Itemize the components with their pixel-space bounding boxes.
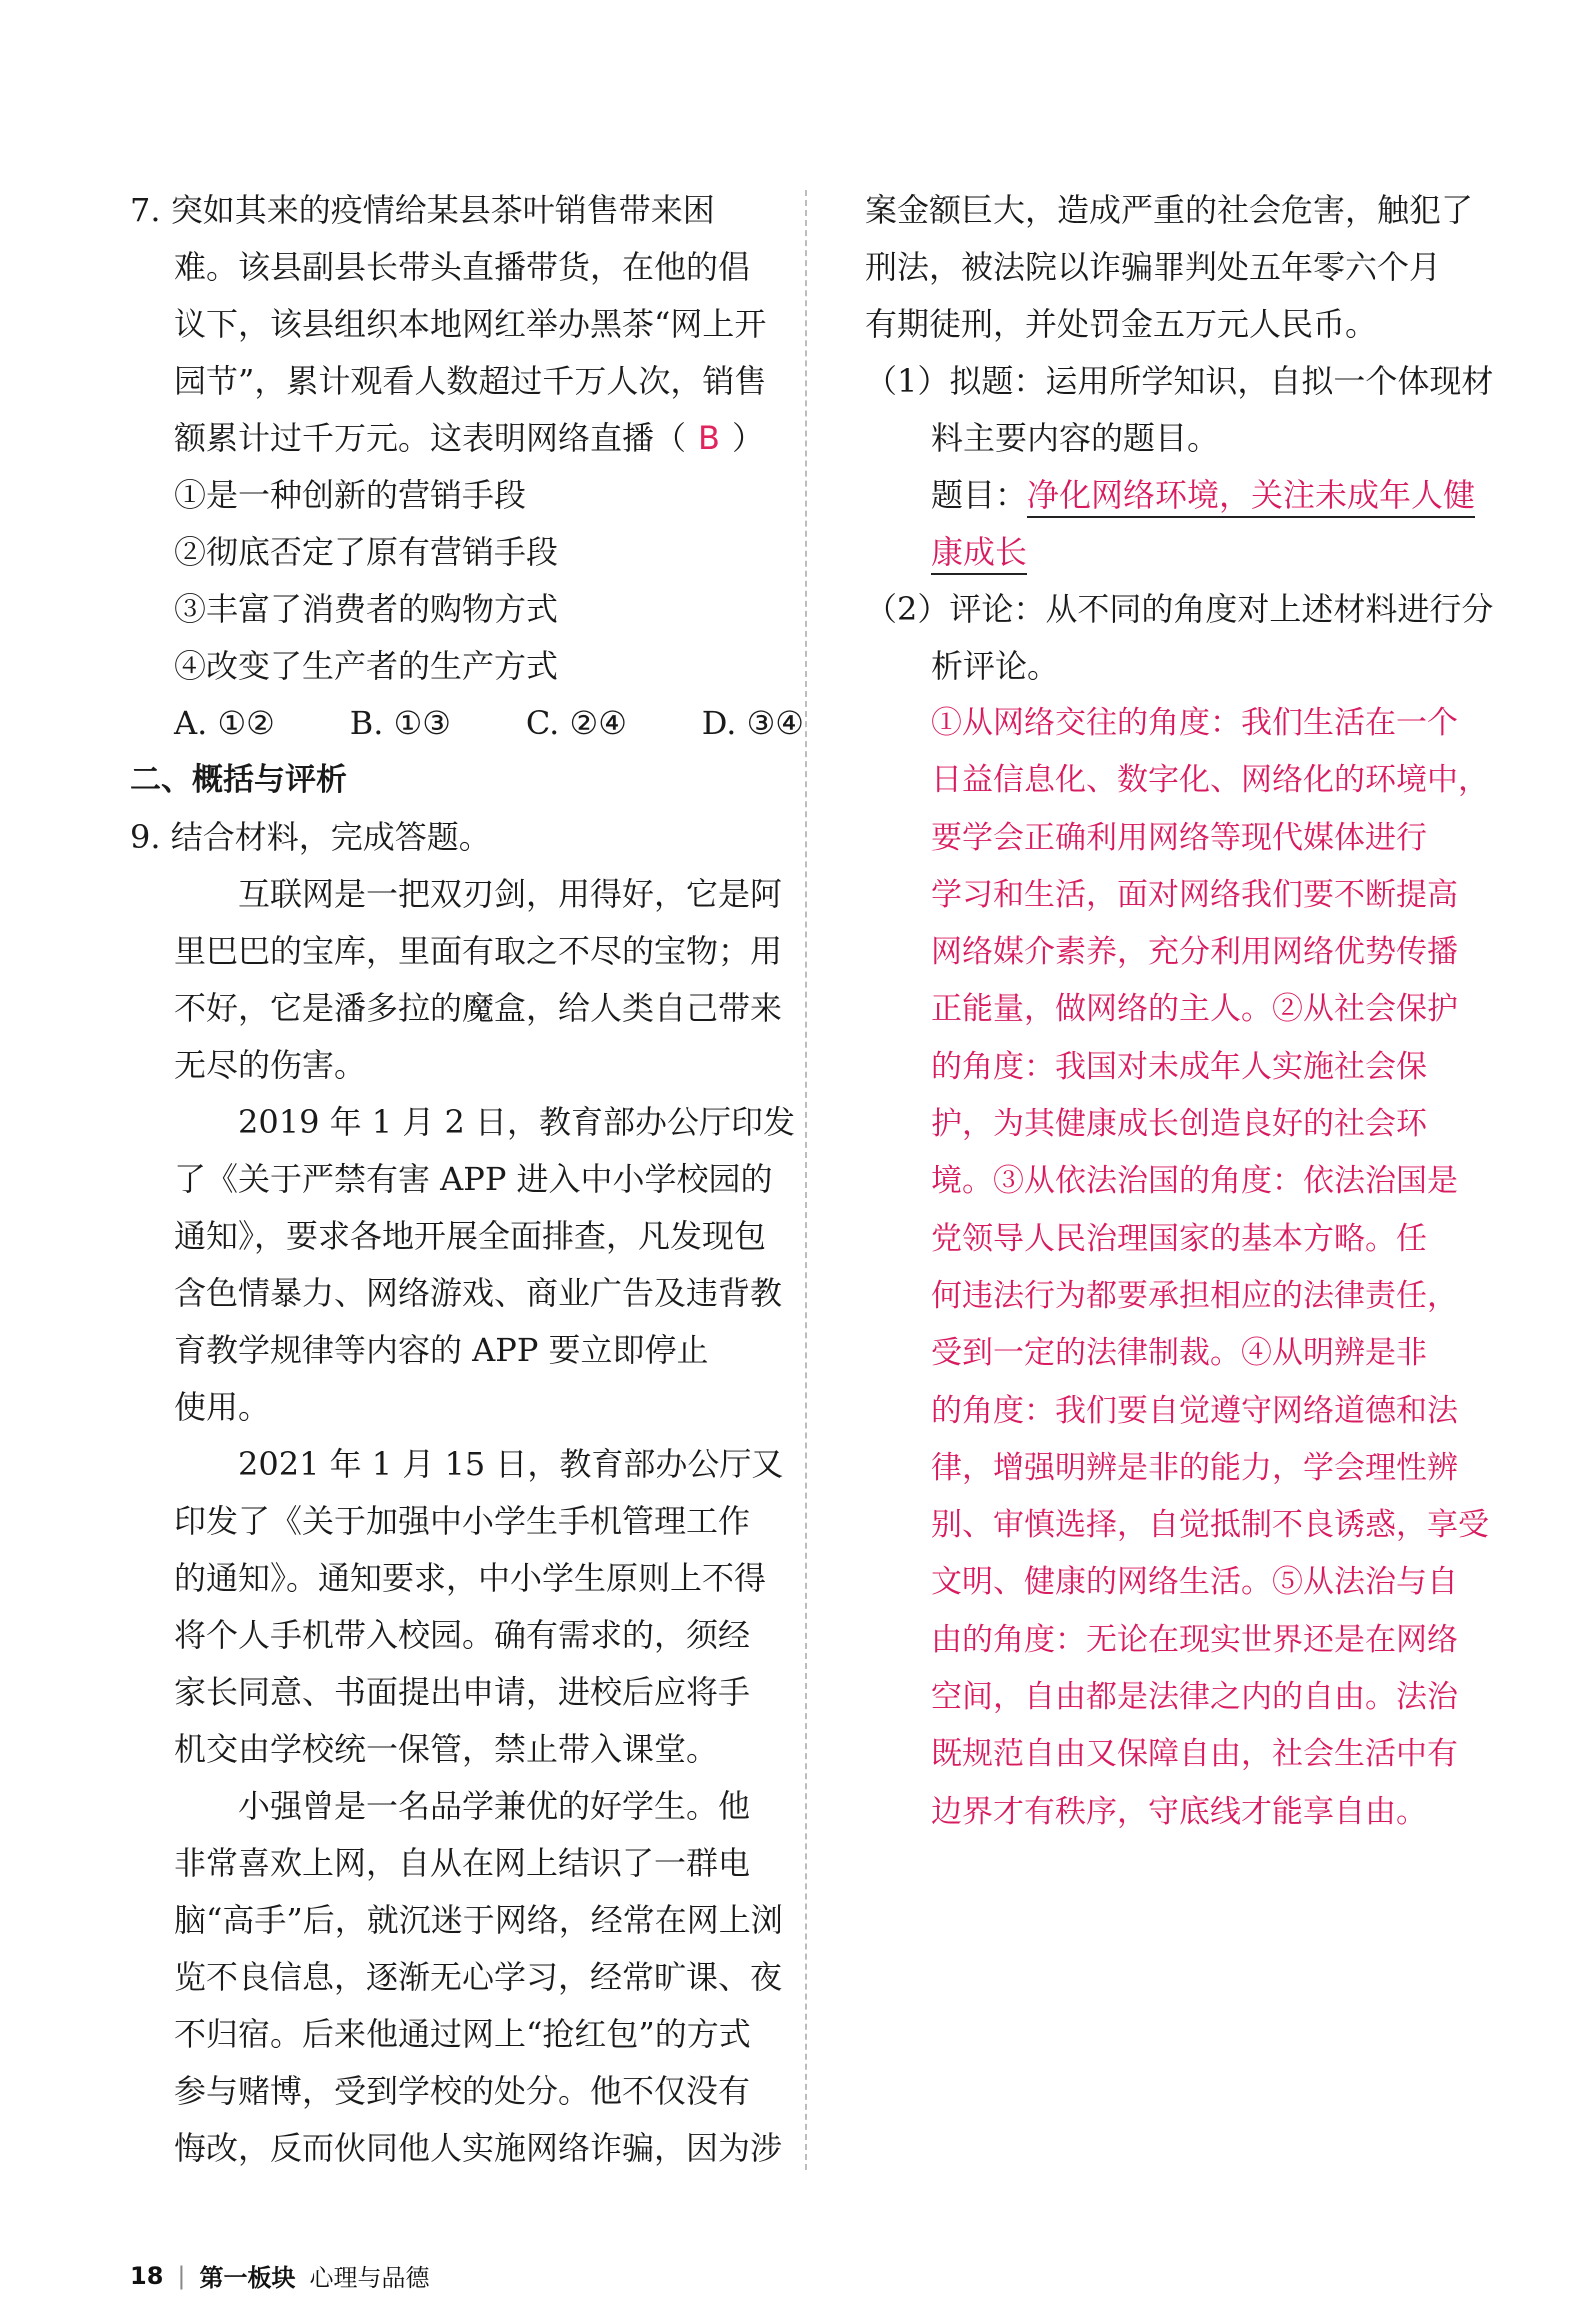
q7-line: 难。该县副县长带头直播带货，在他的倡 — [174, 248, 751, 286]
material-line: 里巴巴的宝库，里面有取之不尽的宝物；用 — [174, 932, 783, 970]
q7-stem-text: 额累计过千万元。这表明网络直播（ — [174, 419, 687, 457]
answer-line: 律，增强明辨是非的能力，学会理性辨 — [931, 1449, 1458, 1486]
material-line: 案金额巨大，造成严重的社会危害，触犯了 — [865, 191, 1474, 229]
title-answer-line — [865, 467, 1480, 524]
material-line: 含色情暴力、网络游戏、商业广告及违背教 — [174, 1274, 783, 1312]
sub-question-2: （2）评论：从不同的角度对上述材料进行分 — [865, 590, 1494, 628]
material-line: 将个人手机带入校园。确有需求的，须经 — [174, 1616, 751, 1654]
material-line: 刑法，被法院以诈骗罪判处五年零六个月 — [865, 248, 1442, 286]
answer-line: 的角度：我国对未成年人实施社会保 — [931, 1048, 1427, 1085]
answer-line: 受到一定的法律制裁。④从明辨是非 — [931, 1335, 1427, 1372]
material-line: 览不良信息，逐渐无心学习，经常旷课、夜 — [174, 1958, 783, 1996]
column-divider — [805, 190, 807, 2170]
q7-option: ④改变了生产者的生产方式 — [174, 647, 559, 685]
page-number: 18 — [130, 2261, 164, 2290]
q7-choices — [130, 695, 804, 752]
q7-line: 7. 突如其来的疫情给某县茶叶销售带来困 — [130, 191, 715, 229]
material-line: 小强曾是一名品学兼优的好学生。他 — [238, 1787, 751, 1825]
answer-line: 别、审慎选择，自觉抵制不良诱惑，享受 — [931, 1507, 1489, 1544]
q7-line: 议下，该县组织本地网红举办黑茶“网上开 — [174, 305, 767, 343]
choice-c: C. ②④ — [525, 704, 627, 742]
sub-question-1: （1）拟题：运用所学知识，自拟一个体现材 — [865, 362, 1494, 400]
answer-line: 护，为其健康成长创造良好的社会环 — [931, 1106, 1427, 1143]
answer-line: 学习和生活，面对网络我们要不断提高 — [931, 876, 1458, 913]
answer-line: 党领导人民治理国家的基本方略。任 — [931, 1220, 1427, 1257]
answer-line: 空间，自由都是法律之内的自由。法治 — [931, 1679, 1458, 1716]
title-label: 题目： — [931, 476, 1028, 514]
answer-line: 既规范自由又保障自由，社会生活中有 — [931, 1736, 1458, 1773]
left-column — [130, 182, 804, 2177]
material-line: 的通知》。通知要求，中小学生原则上不得 — [174, 1559, 767, 1597]
sub-question-1-cont: 料主要内容的题目。 — [931, 419, 1220, 457]
material-line: 非常喜欢上网，自从在网上结识了一群电 — [174, 1844, 751, 1882]
answer-line: 何违法行为都要承担相应的法律责任， — [931, 1277, 1458, 1314]
q7-line: 园节”，累计观看人数超过千万人次，销售 — [174, 362, 767, 400]
choice-b: B. ①③ — [349, 704, 451, 742]
q9-intro: 9. 结合材料，完成答题。 — [130, 818, 491, 856]
answer-line: 网络媒介素养，充分利用网络优势传播 — [931, 934, 1458, 971]
material-line: 不好，它是潘多拉的魔盒，给人类自己带来 — [174, 989, 783, 1027]
q7-option: ①是一种创新的营销手段 — [174, 476, 527, 514]
answer-line: ①从网络交往的角度：我们生活在一个 — [931, 705, 1458, 741]
answer-line: 要学会正确利用网络等现代媒体进行 — [931, 819, 1427, 856]
q7-option: ③丰富了消费者的购物方式 — [174, 590, 559, 628]
material-line: 了《关于严禁有害 APP 进入中小学校园的 — [174, 1160, 773, 1198]
q7-stem-end — [130, 410, 780, 467]
footer-block: 第一板块 — [199, 2264, 296, 2292]
right-column — [865, 182, 1494, 1841]
material-line: 悔改，反而伙同他人实施网络诈骗，因为涉 — [174, 2129, 783, 2167]
title-answer: 净化网络环境，关注未成年人健 — [1027, 476, 1475, 518]
answer-line: 由的角度：无论在现实世界还是在网络 — [931, 1621, 1458, 1658]
choice-a: A. ①② — [174, 704, 275, 742]
material-line: 家长同意、书面提出申请，进校后应将手 — [174, 1673, 751, 1711]
answer-line: 的角度：我们要自觉遵守网络道德和法 — [931, 1392, 1458, 1429]
material-line: 不归宿。后来他通过网上“抢红包”的方式 — [174, 2015, 751, 2053]
material-line: 互联网是一把双刃剑，用得好，它是阿 — [238, 875, 783, 913]
title-answer-cont: 康成长 — [931, 533, 1027, 575]
sub-question-2-cont: 析评论。 — [931, 647, 1060, 685]
answer-line: 正能量，做网络的主人。②从社会保护 — [931, 991, 1458, 1028]
answer-line: 边界才有秩序，守底线才能享自由。 — [931, 1793, 1427, 1830]
answer-line: 日益信息化、数字化、网络化的环境中， — [931, 762, 1489, 799]
footer-separator: | — [177, 2261, 186, 2290]
material-line: 无尽的伤害。 — [174, 1046, 367, 1084]
material-line: 参与赌博，受到学校的处分。他不仅没有 — [174, 2072, 751, 2110]
material-line: 使用。 — [174, 1388, 271, 1426]
material-line: 脑“高手”后，就沉迷于网络，经常在网上浏 — [174, 1901, 783, 1939]
title-answer-line — [865, 524, 1480, 581]
q7-option: ②彻底否定了原有营销手段 — [174, 533, 559, 571]
q7-stem-close: ） — [732, 419, 765, 457]
choice-d: D. ③④ — [701, 704, 804, 742]
q7-answer: B — [698, 419, 720, 457]
section-heading: 二、概括与评析 — [130, 762, 347, 798]
material-line: 有期徒刑，并处罚金五万元人民币。 — [865, 305, 1378, 343]
page-footer — [130, 2258, 430, 2293]
material-line: 通知》，要求各地开展全面排查，凡发现包 — [174, 1217, 767, 1255]
material-line: 印发了《关于加强中小学生手机管理工作 — [174, 1502, 751, 1540]
material-line: 2021 年 1 月 15 日，教育部办公厅又 — [238, 1445, 784, 1483]
answer-line: 文明、健康的网络生活。⑤从法治与自 — [931, 1564, 1458, 1601]
footer-subject: 心理与品德 — [309, 2264, 430, 2292]
answer-line: 境。③从依法治国的角度：依法治国是 — [931, 1163, 1458, 1200]
material-line: 2019 年 1 月 2 日，教育部办公厅印发 — [238, 1103, 796, 1141]
material-line: 机交由学校统一保管，禁止带入课堂。 — [174, 1730, 719, 1768]
material-line: 育教学规律等内容的 APP 要立即停止 — [174, 1331, 709, 1369]
